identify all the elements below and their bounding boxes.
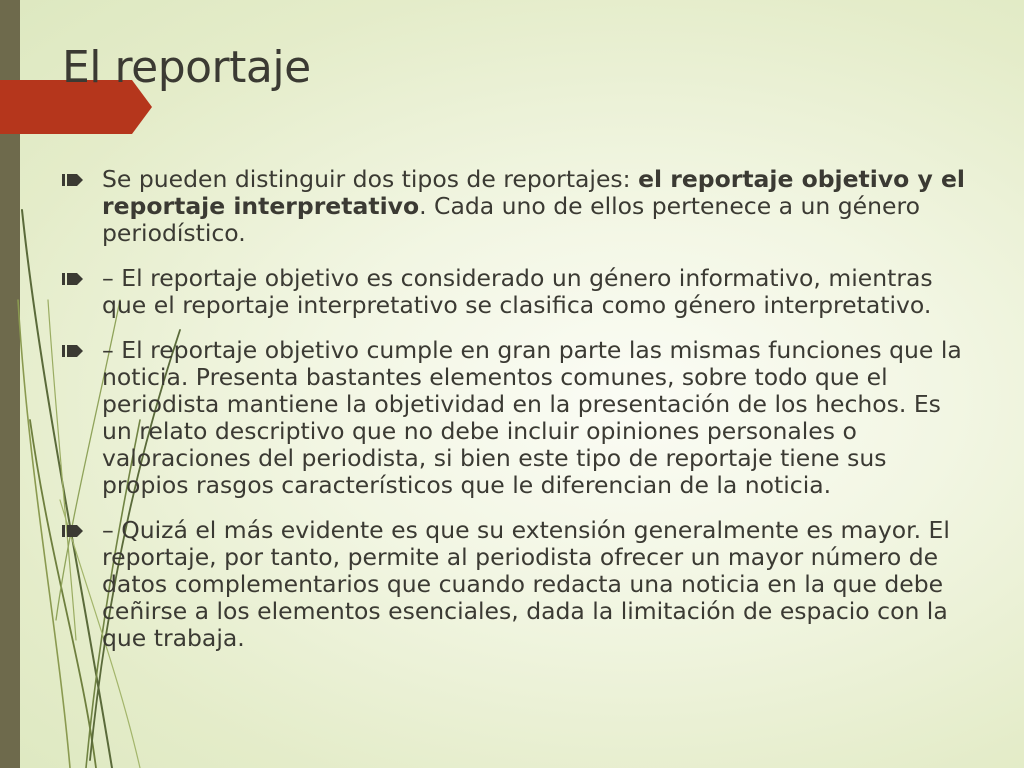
bullet-text-1-plain: Se pueden distinguir dos tipos de reportajes: [102,165,639,193]
bullet-list [62,166,972,670]
arrow-right-bullet-icon [62,273,84,285]
slide-title: El reportaje [62,42,311,93]
bullet-text-4: – Quizá el más evidente es que su extensión generalmente es mayor. El reportaje, por tanto, permite al periodista ofrecer un mayor número de datos complementarios que cuando redacta una noticia en la que debe ceñirse a los elementos esenciales, dada la limitación de espacio con la que trabaja. [102,516,950,652]
arrow-right-bullet-icon [62,525,84,537]
arrow-right-bullet-icon [62,345,84,357]
bullet-text-2: – El reportaje objetivo es considerado un género informativo, mientras que el reportaje interpretativo se clasifica como género interpretativo. [102,264,933,319]
arrow-right-bullet-icon [62,174,84,186]
bullet-item-3 [62,337,972,499]
bullet-item-1 [62,166,972,247]
bullet-text-1-bold: el reportaje objetivo y el reportaje interpretativo [102,165,965,220]
bullet-item-2 [62,265,972,319]
bullet-item-4 [62,517,972,652]
bullet-text-1-end: . Cada uno de ellos pertenece a un género periodístico. [102,192,921,247]
bullet-text-3: – El reportaje objetivo cumple en gran parte las mismas funciones que la noticia. Presenta bastantes elementos comunes, sobre todo que el periodista mantiene la objetividad en la presentación de los hechos. Es un relato descriptivo que no debe incluir opiniones personales o valoraciones del periodista, si bien este tipo de reportaje tiene sus propios rasgos característicos que le diferencian de la noticia. [102,336,962,499]
